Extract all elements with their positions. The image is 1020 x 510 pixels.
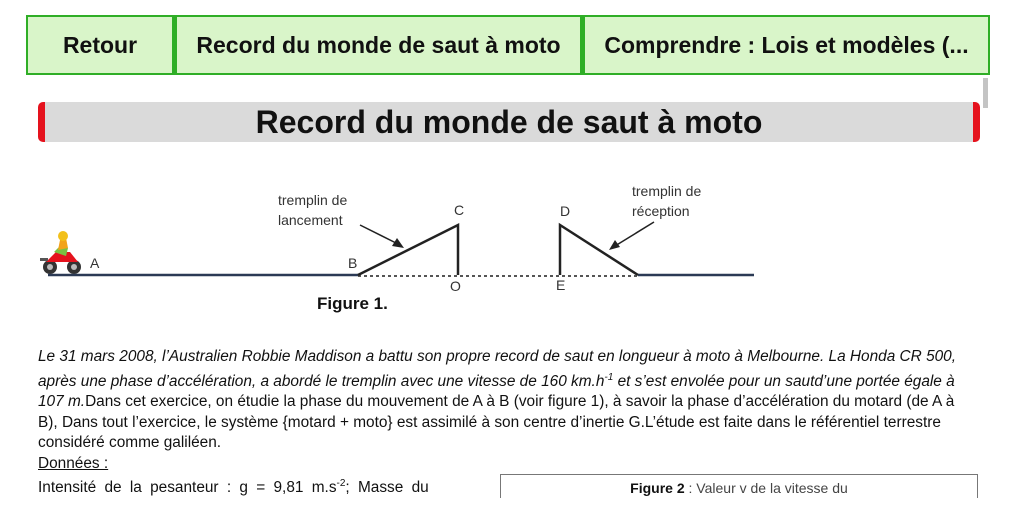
gravity-text-part1: Intensité de la pesanteur : g = 9,81 m.s <box>38 479 337 497</box>
figure-2-box <box>500 474 978 498</box>
landing-ramp-arrow <box>609 222 654 250</box>
top-navigation <box>26 15 990 75</box>
gravity-text-part2: ; Masse du <box>345 479 429 497</box>
point-c-label: C <box>454 202 465 218</box>
tab-record-saut-moto[interactable]: Record du monde de saut à moto <box>174 15 582 75</box>
landing-ramp <box>560 225 638 275</box>
body-text: Dans cet exercice, on étudie la phase du mouvement de A à B (voir figure 1), à savoir la phase d’accélération du motard (de A à B), Dans tout l’exercice, le système {motard + moto} est assimilé à son centre d’inertie G.L’étude est faite dans le référentiel terrestre considéré comme galiléen. <box>38 393 955 452</box>
point-o-label: O <box>450 278 461 294</box>
donnees-heading: Données : <box>38 454 109 472</box>
scrollbar-thumb[interactable] <box>983 78 988 108</box>
exercise-text <box>38 347 978 499</box>
intro-text-part1: Le 31 mars 2008, l’Australien Robbie Maddison a battu son propre record de saut en longueur à moto à Melbourne. La Honda CR 500, après une phase d’accélération, a abordé le tremplin avec une vitesse de 160 km.h <box>38 348 957 390</box>
intro-exponent: -1 <box>604 371 614 383</box>
launch-ramp-label: tremplin de <box>278 192 348 208</box>
figure-1-caption: Figure 1. <box>317 294 388 313</box>
figure-1-diagram <box>30 170 770 320</box>
figure-2-caption: : Valeur v de la vitesse du <box>684 480 848 497</box>
gravity-data <box>38 474 488 499</box>
landing-ramp-label: tremplin de <box>632 183 702 199</box>
intro-text-part2: et s’est envolée pour un sautd’une portée égale à 107 m. <box>38 372 955 411</box>
point-b-label: B <box>348 255 358 271</box>
page-title: Record du monde de saut à moto <box>38 102 980 142</box>
landing-ramp-label-2: réception <box>632 203 690 219</box>
motorcycle-rider-icon <box>40 231 81 274</box>
figure-2-label: Figure 2 <box>630 480 685 497</box>
launch-ramp-label-2: lancement <box>278 212 343 228</box>
point-e-label: E <box>556 277 566 293</box>
donnees-row <box>38 474 978 499</box>
point-a-label: A <box>90 255 100 271</box>
tab-retour[interactable]: Retour <box>26 15 174 75</box>
point-d-label: D <box>560 203 571 219</box>
tab-comprendre-lois-modeles[interactable]: Comprendre : Lois et modèles (... <box>582 15 990 75</box>
exercise-paragraph <box>38 347 978 454</box>
launch-ramp <box>358 225 458 275</box>
gravity-exponent: -2 <box>336 478 346 490</box>
launch-ramp-arrow <box>360 225 404 248</box>
